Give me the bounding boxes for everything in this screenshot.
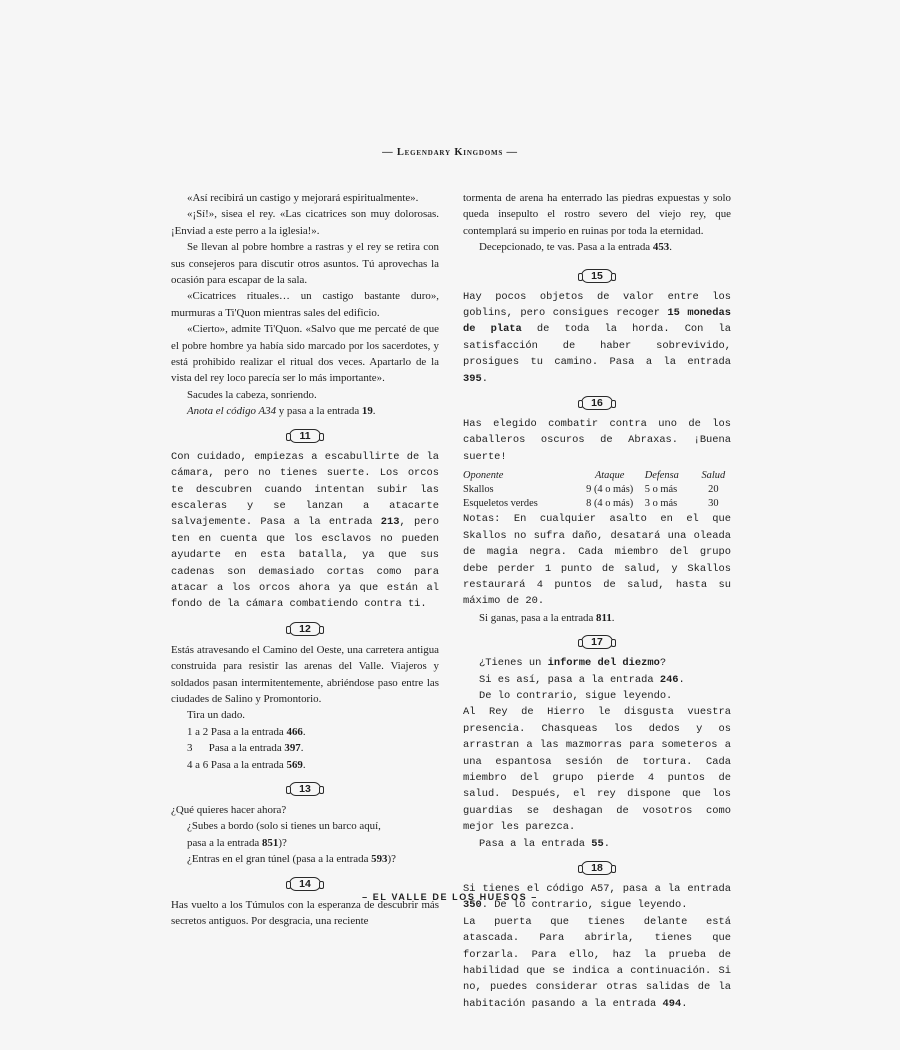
cell: 8 (4 o más) (586, 498, 634, 510)
cell: Esqueletos verdes (463, 498, 538, 510)
section-marker-12 (171, 621, 439, 639)
instruction: Si ganas, pasa a la entrada 811. (479, 611, 615, 624)
section-number-badge: 18 (581, 861, 613, 875)
choice-question: ¿Qué quieres hacer ahora? (171, 804, 287, 816)
cell: 9 (4 o más) (586, 484, 634, 496)
paragraph: Se llevan al pobre hombre a rastras y el rey se retira con sus consejeros para discutir otros asuntos. Tú aprovechas la ocasión para escapar de la sala. (171, 241, 439, 287)
col-header: Defensa (644, 470, 679, 482)
section-12-text: Estás atravesando el Camino del Oeste, una carretera antigua construida para resistir las arenas del Valle. Viajeros y soldados pasan intermitentemente, abriéndose paso entre las ciudades de Salino y Promontorio. (171, 643, 439, 705)
dice-instruction: Tira un dado. (187, 709, 245, 722)
entry-ref: 395 (463, 372, 482, 385)
choice-option: ¿Subes a bordo (solo si tienes un barco aquí, (187, 820, 381, 833)
section-number-badge: 12 (289, 622, 321, 636)
cell: 5 o más (644, 484, 678, 496)
section-18-text-1: Si tienes el código A57, pasa a la entrada 350. De lo contrario, sigue leyendo. (463, 883, 731, 912)
entry-ref: 494 (662, 997, 682, 1010)
section-16-text: Has elegido combatir contra uno de los caballeros oscuros de Abraxas. ¡Buena suerte! (463, 418, 731, 463)
cell: Skallos (463, 484, 494, 496)
entry-ref: 851 (261, 836, 279, 849)
col-header: Oponente (463, 470, 504, 482)
dice-option: 3 Pasa a la entrada 397. (187, 742, 304, 755)
entry-ref: 593 (371, 853, 388, 866)
combat-table (463, 469, 731, 511)
required-item: informe del diezmo (547, 657, 660, 670)
section-15-text: Hay pocos objetos de valor entre los goblins, pero consigues recoger 15 monedas de plata de toda la horda. Con la satisfacción de haber sobrevivido, prosigues tu camino. Pasa a la entrada 395. (463, 290, 731, 385)
section-14-continued: tormenta de arena ha enterrado las piedras expuestas y solo queda insepulto el rostro severo del viejo rey, que contemplará su imperio en ruinas por toda la eternidad. (463, 192, 731, 237)
combat-notes: Notas: En cualquier asalto en el que Skallos no sufra daño, desatará una oleada de magia negra. Cada miembro del grupo debe perder 1 punto de salud, y Skallos restaurará 4 puntos de salud, hasta su máximo de 20. (463, 513, 731, 608)
choice-yes: Si es así, pasa a la entrada 246. (479, 673, 685, 686)
cell: 20 (708, 484, 719, 496)
section-marker-16 (463, 395, 731, 413)
entry-ref: 213 (380, 516, 400, 529)
entry-ref: 19 (361, 405, 373, 418)
paragraph: «¡Sí!», sisea el rey. «Las cicatrices son muy dolorosas. ¡Enviad a este perro a la iglesia!». (171, 208, 439, 237)
instruction: Pasa a la entrada 55. (479, 837, 610, 850)
col-header: Salud (701, 470, 726, 482)
cell: 3 o más (644, 498, 678, 510)
paragraph: Sacudes la cabeza, sonriendo. (187, 388, 317, 401)
entry-ref: 350 (463, 899, 482, 912)
section-number-badge: 17 (581, 635, 613, 649)
section-marker-15 (463, 268, 731, 286)
entry-ref: 55 (591, 837, 604, 850)
right-column (463, 190, 731, 1012)
section-number-badge: 15 (581, 269, 613, 283)
running-header: — Legendary Kingdoms — (382, 147, 518, 158)
paragraph: «Cicatrices rituales… un castigo bastante duro», murmuras a Ti'Quon mientras sales del edificio. (171, 290, 439, 319)
section-marker-11 (171, 428, 439, 446)
choice-option: ¿Entras en el gran túnel (pasa a la entrada 593)? (187, 853, 396, 866)
section-number-badge: 13 (289, 782, 321, 796)
dice-option: 4 a 6 Pasa a la entrada 569. (187, 758, 306, 771)
paragraph: «Cierto», admite Ti'Quon. «Salvo que me percaté de que el pobre hombre ya había sido marcado por los sacerdotes, y está prohibido realizar el ritual dos veces. Apartarlo de la vista del rey loco parecía ser lo más importante». (171, 323, 439, 385)
left-column (171, 190, 439, 929)
cell: 30 (708, 498, 719, 510)
section-number-badge: 14 (289, 877, 321, 891)
instruction: Anota el código A34 y pasa a la entrada 19. (187, 405, 376, 418)
dice-option: 1 a 2 Pasa a la entrada 466. (187, 725, 306, 738)
choice-no: De lo contrario, sigue leyendo. (479, 689, 673, 702)
section-17-text: Al Rey de Hierro le disgusta vuestra presencia. Chasqueas los dedos y os arrastran a las mazmorras para someteros a una espantosa sesión de tortura. Cada miembro del grupo pierde 4 puntos de salud. Después, el rey dispone que los guardias se deshagan de vosotros como mejor les parezca. (463, 706, 731, 834)
entry-ref: 397 (284, 742, 301, 755)
entry-ref: 246 (659, 673, 679, 686)
section-14-text: Has vuelto a los Túmulos con la esperanza de descubrir más secretos antiguos. Por desgracia, una reciente (171, 898, 439, 928)
section-number-badge: 16 (581, 396, 613, 410)
table-row (463, 483, 731, 497)
table-row (463, 497, 731, 511)
section-marker-13 (171, 781, 439, 799)
reward: 15 monedas de plata (463, 307, 731, 336)
code-note: Anota el código A34 (187, 405, 277, 418)
section-marker-18 (463, 860, 731, 878)
entry-ref: 466 (286, 725, 303, 738)
running-footer: – EL VALLE DE LOS HUESOS – (362, 892, 538, 902)
paragraph: «Así recibirá un castigo y mejorará espiritualmente». (187, 192, 419, 204)
entry-ref: 811 (596, 611, 612, 624)
entry-ref: 453 (652, 241, 670, 254)
section-marker-14 (171, 876, 439, 894)
choice-option-cont: pasa a la entrada 851)? (187, 836, 287, 849)
section-11-text: Con cuidado, empiezas a escabullirte de la cámara, pero no tienes suerte. Los orcos te descubren cuando intentan subir las escaleras y se lanzan a atacarte salvajemente. Pasa a la entrada 213, pero ten en cuenta que los esclavos no pueden ayudarte en esta batalla, ya que sus cadenas son demasiado cortas como para atacar a los orcos ahora ya que están al fondo de la cámara combatiendo contra ti. (171, 450, 439, 611)
combat-table-header (463, 469, 731, 483)
instruction: Decepcionado, te vas. Pasa a la entrada 453. (479, 241, 672, 254)
entry-ref: 569 (286, 758, 303, 771)
section-marker-17 (463, 634, 731, 652)
section-number-badge: 11 (289, 429, 321, 443)
section-18-text-2: La puerta que tienes delante está atascada. Para abrirla, tienes que forzarla. Para ello, haz la prueba de habilidad que se indica a continuación. Si no, puedes considerar otras salidas de la habitación pasando a la entrada 494. (463, 915, 731, 1010)
choice-question: ¿Tienes un informe del diezmo? (479, 657, 667, 670)
col-header: Ataque (594, 470, 625, 482)
